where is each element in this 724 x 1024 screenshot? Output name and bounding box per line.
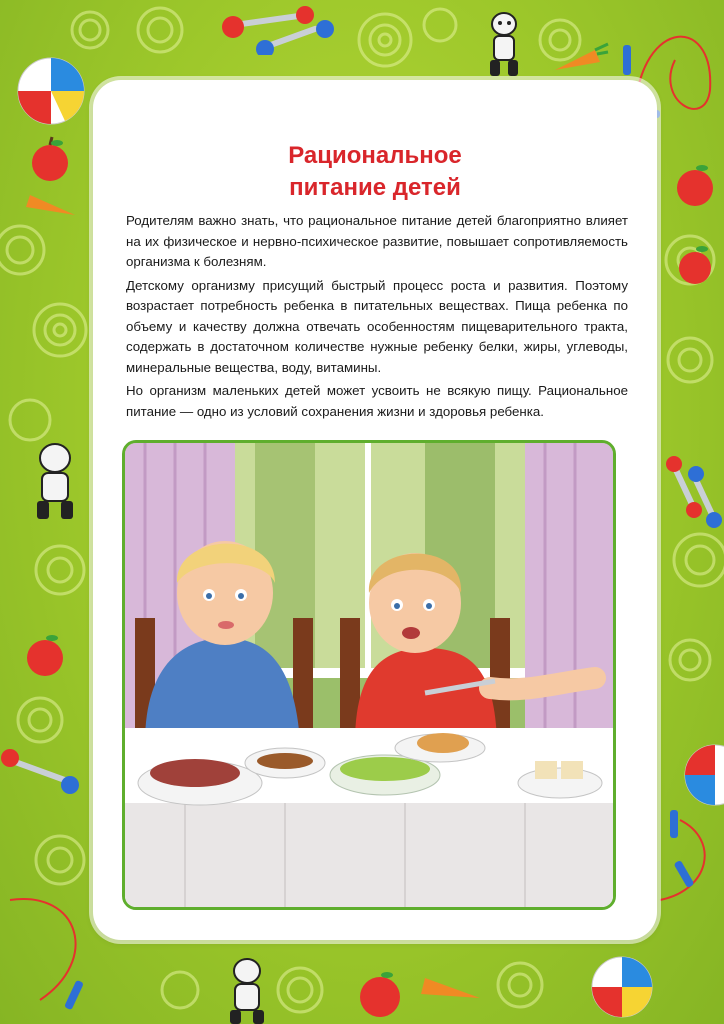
paragraph: Но организм маленьких детей может усвоить не всякую пищу. Рациональное питание — одно из условий сохранения жизни и здоровья ребенка. [126, 383, 628, 419]
toy-robot-icon [480, 10, 528, 80]
toy-robot-icon [220, 955, 275, 1024]
apple-icon [670, 240, 720, 290]
beach-ball-icon [590, 955, 655, 1020]
illustration-scene [125, 443, 613, 907]
beach-ball-icon [15, 55, 87, 127]
carrot-icon [20, 185, 80, 225]
toy-robot-icon [25, 440, 85, 525]
apple-icon [355, 965, 405, 1020]
title-line-1: Рациональное [288, 142, 462, 169]
illustration-children-eating [122, 440, 616, 910]
carrot-icon [415, 970, 485, 1015]
article-body [126, 211, 628, 425]
dumbbell-icon [0, 740, 85, 810]
carrot-icon [550, 40, 610, 85]
apple-icon [670, 160, 720, 210]
apple-icon [20, 630, 70, 680]
dumbbell-icon [215, 5, 345, 55]
paragraph: Родителям важно знать, что рациональное питание детей благоприятно влияет на их физическое и нервно-психическое развитие, повышает сопротивляемость организма к болезням. [126, 213, 628, 269]
paragraph: Детскому организму присущий быстрый процесс роста и развития. Поэтому возрастает потребность ребенка в питательных веществах. Пища ребенка по объему и качеству должна отвечать особенностям пищеварительного тракта, содержать в достаточном количестве нужные ребенку белки, жиры, углеводы, минеральные вещества, воду, витамины. [126, 277, 628, 375]
jump-rope-icon [650, 800, 724, 910]
dumbbell-icon [660, 450, 724, 530]
page-title [93, 140, 657, 204]
title-line-2: питание детей [289, 174, 461, 201]
apple-icon [25, 135, 75, 185]
